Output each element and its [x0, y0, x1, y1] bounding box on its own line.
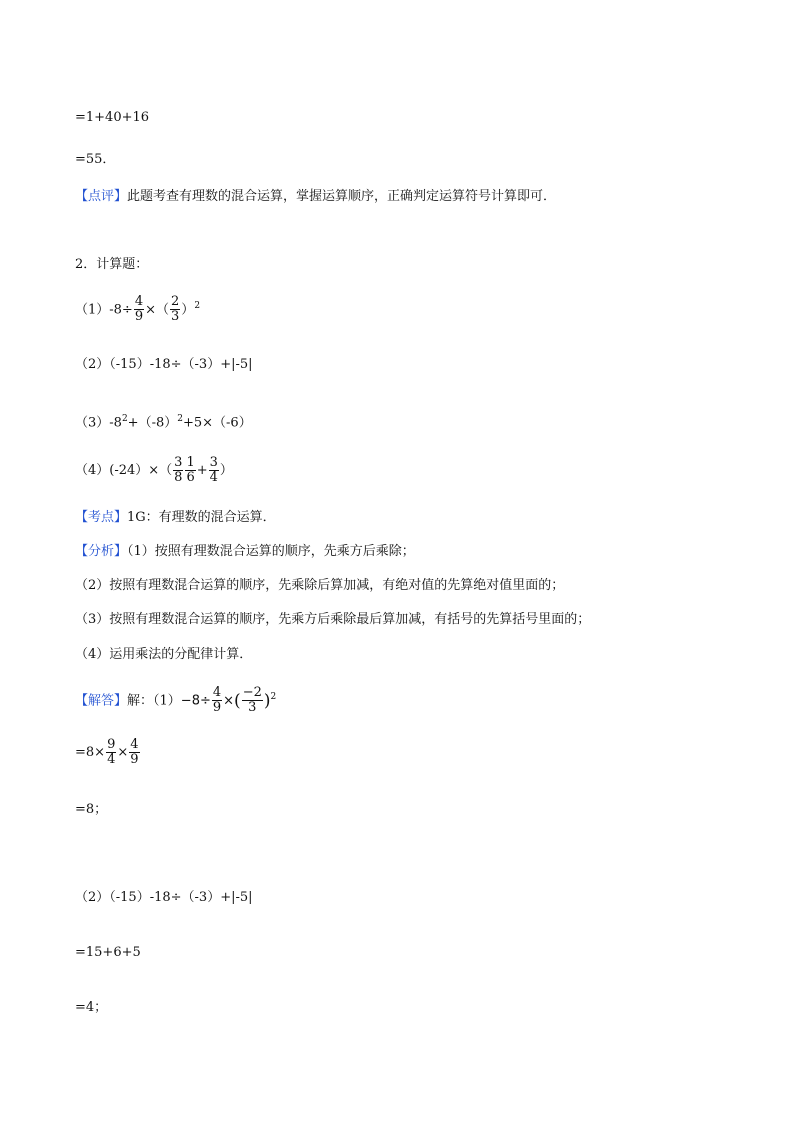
problem-2: （2）（-15）-18÷（-3）+|-5|	[75, 357, 253, 372]
problem-3: $(3)-8^2+(-8)^2+5\times(-6)$	[75, 414, 252, 431]
fraction: $\frac{9}{4}$	[107, 737, 116, 767]
jieda-step-1: =8× $\frac{9}{4}$ × $\frac{4}{9}$	[75, 737, 139, 767]
jieda-tag: 【解答】	[75, 693, 128, 709]
jieda-paragraph: 【解答】解：（1）−8÷ $\frac{4}{9}$ ×( $\frac{-2}{3}$ )$^2$	[75, 685, 277, 716]
fraction: $\frac{3}{4}$	[209, 455, 218, 485]
fenxi-paragraph	[75, 543, 415, 561]
fenxi-line-3: （3）按照有理数混合运算的顺序，先乘方后乘除最后算加减，有括号的先算括号里面的；	[75, 612, 591, 627]
jieda-intro: 解：（1）	[127, 693, 181, 709]
calc-line-2: =55．	[75, 152, 116, 167]
kaodian-paragraph	[75, 509, 276, 527]
comment-paragraph	[75, 188, 556, 206]
kaodian-text: 1G：有理数的混合运算．	[127, 510, 276, 525]
fraction: $\frac{4}{9}$	[212, 685, 222, 716]
jieda-problem-2-step-1: =15+6+5	[75, 945, 141, 960]
fraction: $\frac{4}{9}$	[134, 294, 144, 325]
exponent: 2	[177, 414, 183, 424]
fenxi-line-2: （2）按照有理数混合运算的顺序，先乘除后算加减，有绝对值的先算绝对值里面的；	[75, 578, 565, 593]
jieda-step-2: =8；	[75, 802, 108, 817]
kaodian-tag: 【考点】	[75, 510, 128, 525]
comment-tag: 【点评】	[75, 189, 128, 204]
fraction: $\frac{4}{9}$	[130, 737, 139, 767]
jieda-problem-2-step-2: =4；	[75, 1000, 108, 1015]
fraction: $\frac{3}{8}$	[174, 455, 183, 485]
question-heading: 2．计算题：	[75, 257, 149, 272]
problem-1	[75, 290, 200, 326]
problem-1-mid: ×（	[145, 302, 170, 318]
fenxi-line-4: （4）运用乘法的分配律计算．	[75, 647, 253, 662]
fraction: $\frac{2}{3}$	[171, 294, 180, 325]
problem-1-prefix: （1）-8÷	[75, 302, 133, 318]
problem-4-prefix: （4）(-24）×（	[75, 463, 173, 478]
calc-line-1: =1+40+16	[75, 110, 150, 125]
problem-4: （4）(-24）×（ $\frac{3}{8}$ $\frac{1}{6}$ + $\frac{3}{4}$ ）	[75, 455, 233, 485]
comment-text: 此题考查有理数的混合运算，掌握运算顺序，正确判定运算符号计算即可．	[127, 189, 557, 204]
fraction: $\frac{-2}{3}$	[242, 685, 262, 716]
exponent: 2	[270, 692, 277, 702]
jieda-expr-prefix: −8÷	[180, 693, 211, 709]
fenxi-tag: 【分析】	[75, 544, 128, 559]
exponent: 2	[121, 414, 128, 424]
fraction: $\frac{1}{6}$	[186, 455, 195, 485]
fenxi-line-1: （1）按照有理数混合运算的顺序，先乘方后乘除；	[127, 544, 415, 559]
jieda-problem-2: （2）（-15）-18÷（-3）+|-5|	[75, 890, 253, 905]
exponent: 2	[194, 301, 201, 311]
problem-1-suffix: ）	[181, 302, 195, 318]
